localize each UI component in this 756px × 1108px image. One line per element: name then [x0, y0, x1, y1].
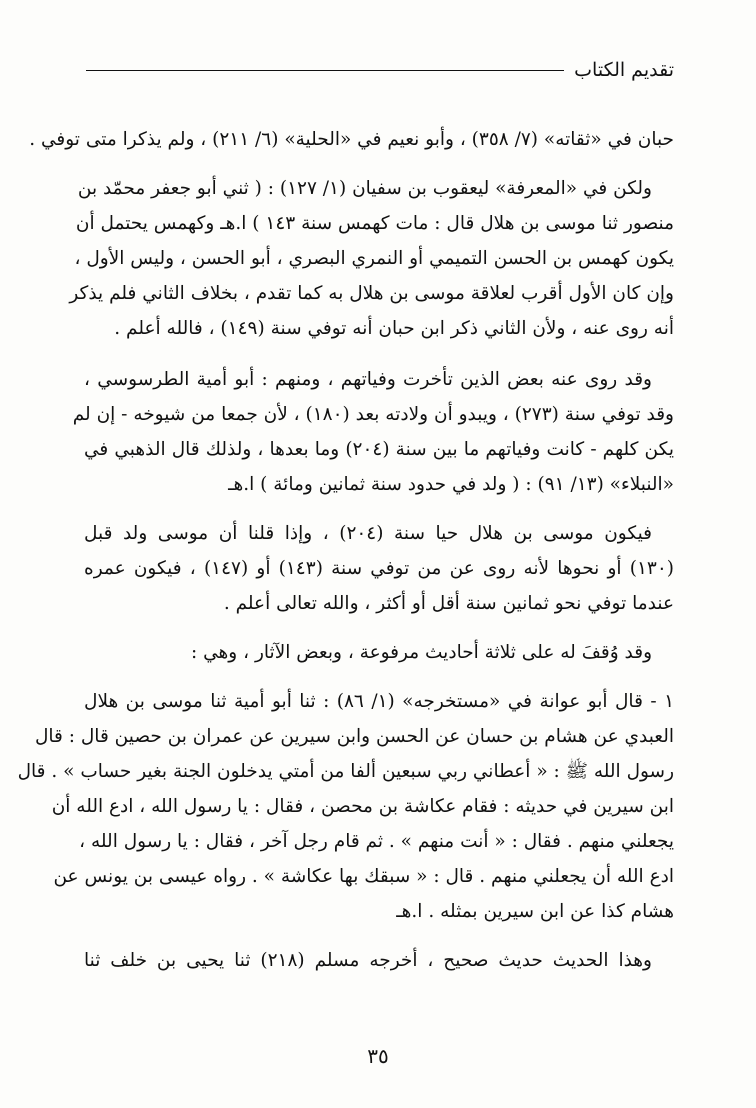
paragraph [72, 362, 675, 502]
text-line: وقد توفي سنة (٢٧٣) ، ويبدو أن ولادته بعد (١٨٠) ، لأن جمعا من شيوخه - إن لم [72, 404, 674, 425]
paragraph [84, 516, 674, 621]
text-line: وقد روى عنه بعض الذين تأخرت وفياتهم ، ومنهم : أبو أمية الطرسوسي ، [84, 369, 652, 390]
paragraph [17, 684, 674, 929]
header-title: تقديم الكتاب [566, 58, 674, 82]
text-line: أنه روى عنه ، ولأن الثاني ذكر ابن حبان أنه توفي سنة (١٤٩) ، فالله أعلم . [114, 318, 674, 339]
text-line: ولكن في «المعرفة» ليعقوب بن سفيان (١/ ١٢٧) : ( ثني أبو جعفر محمّد بن [77, 178, 652, 199]
text-line: ١ - قال أبو عوانة في «مستخرجه» (١/ ٨٦) : ثنا أبو أمية ثنا موسى بن هلال [84, 691, 674, 712]
text-line: حبان في «ثقاته» (٧/ ٣٥٨) ، وأبو نعيم في «الحلية» (٦/ ٢١١) ، ولم يذكرا متى توفي . [29, 129, 674, 150]
text-line: يكن كلهم - كانت وفياتهم ما بين سنة (٢٠٤) وما بعدها ، ولذلك قال الذهبي في [84, 439, 675, 460]
text-line: منصور ثنا موسى بن هلال قال : مات كهمس سنة ١٤٣ ) ا.هـ وكهمس يحتمل أن [75, 213, 674, 234]
text-line: رسول الله ﷺ : « أعطاني ربي سبعين ألفا من أمتي يدخلون الجنة بغير حساب » . قال [17, 761, 674, 782]
header-rule [86, 70, 564, 71]
text-line: عندما توفي نحو ثمانين سنة أقل أو أكثر ، والله تعالى أعلم . [223, 593, 674, 614]
text-line: وإن كان الأول أقرب لعلاقة موسى بن هلال به كما تقدم ، بخلاف الثاني فلم يذكر [69, 283, 674, 304]
running-header [86, 58, 674, 82]
paragraph [84, 943, 674, 978]
text-line: وقد وُقفَ له على ثلاثة أحاديث مرفوعة ، وبعض الآثار ، وهي : [191, 642, 652, 663]
paragraph [69, 171, 674, 346]
text-line: فيكون موسى بن هلال حيا سنة (٢٠٤) ، وإذا قلنا أن موسى ولد قبل [84, 523, 652, 544]
paragraph [84, 635, 674, 670]
text-line: هشام كذا عن ابن سيرين بمثله . ا.هـ [396, 901, 674, 922]
text-line: «النبلاء» (١٣/ ٩١) : ( ولد في حدود سنة ثمانين ومائة ) ا.هـ [228, 474, 674, 495]
text-line: (١٣٠) أو نحوها لأنه روى عن من توفي سنة (١٤٣) أو (١٤٧) ، فيكون عمره [84, 558, 674, 579]
text-line: ابن سيرين في حديثه : فقام عكاشة بن محصن ، فقال : يا رسول الله ، ادع الله أن [51, 796, 674, 817]
text-line: وهذا الحديث حديث صحيح ، أخرجه مسلم (٢١٨) ثنا يحيى بن خلف ثنا [84, 950, 652, 971]
text-line: ادع الله أن يجعلني منهم . قال : « سبقك بها عكاشة » . رواه عيسى بن يونس عن [53, 866, 674, 887]
text-line: يجعلني منهم . فقال : « أنت منهم » . ثم قام رجل آخر ، فقال : يا رسول الله ، [79, 831, 674, 852]
page-body [17, 122, 675, 978]
text-line: العبدي عن هشام بن حسان عن الحسن وابن سيرين عن عمران بن حصين قال : قال [34, 726, 674, 747]
paragraph [29, 122, 674, 157]
text-line: يكون كهمس بن الحسن التميمي أو النمري البصري ، أبو الحسن ، وليس الأول ، [74, 248, 674, 269]
page-number: ٣٥ [367, 1044, 389, 1068]
